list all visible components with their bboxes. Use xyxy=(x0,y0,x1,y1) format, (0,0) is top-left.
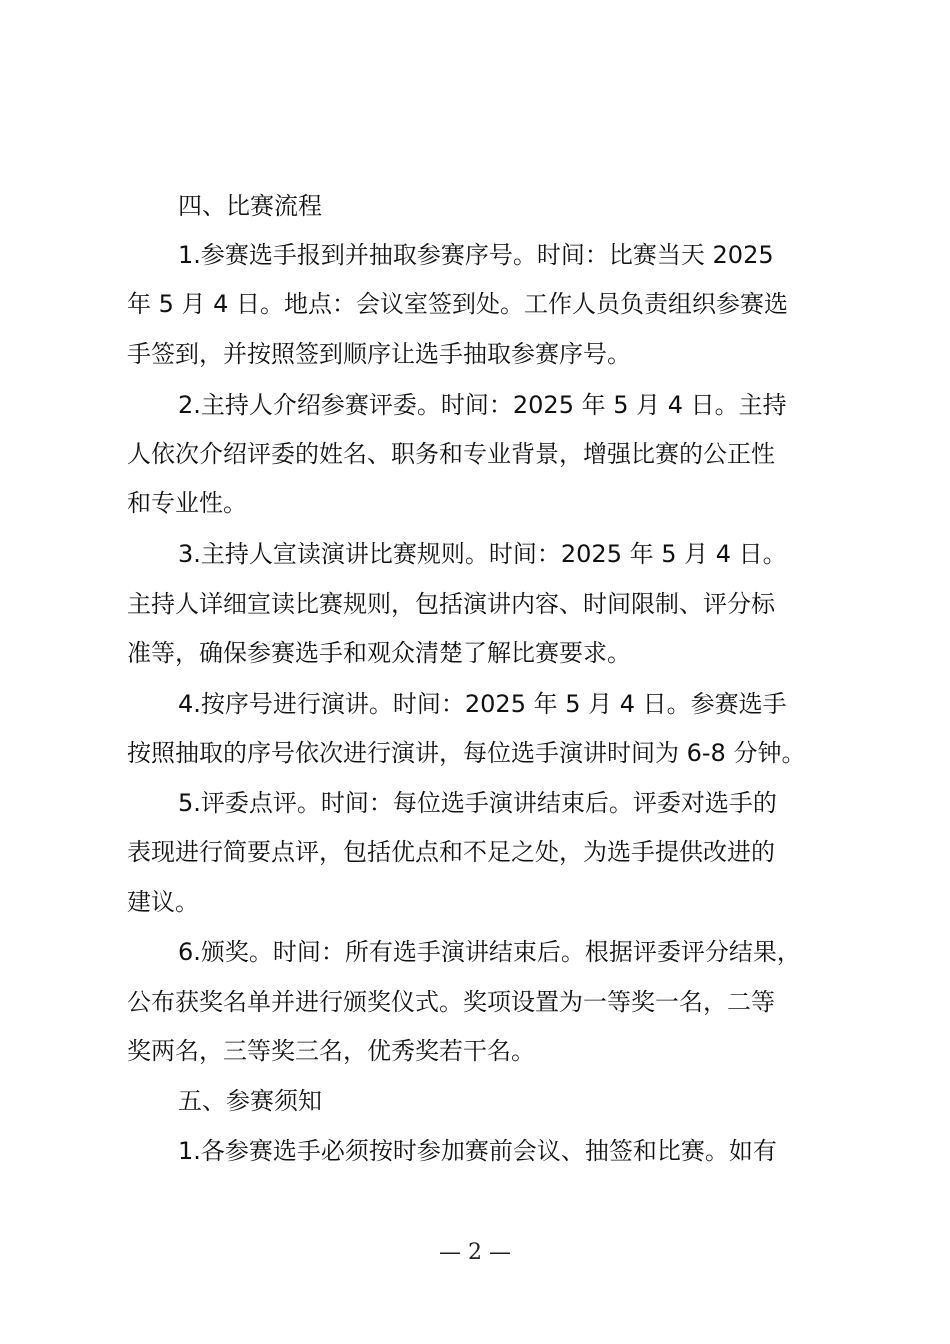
paragraph-line: 6.颁奖。时间：所有选手演讲结束后。根据评委评分结果， xyxy=(178,938,801,966)
paragraph-line: 5.评委点评。时间：每位选手演讲结束后。评委对选手的 xyxy=(178,789,777,817)
paragraph-line: 人依次介绍评委的姓名、职务和专业背景，增强比赛的公正性 xyxy=(127,440,775,468)
paragraph-line: 1.各参赛选手必须按时参加赛前会议、抽签和比赛。如有 xyxy=(178,1137,777,1165)
paragraph-line: 主持人详细宣读比赛规则，包括演讲内容、时间限制、评分标 xyxy=(127,590,775,618)
paragraph-line: 1.参赛选手报到并抽取参赛序号。时间：比赛当天 2025 xyxy=(178,241,774,269)
paragraph-line: 建议。 xyxy=(127,888,199,916)
paragraph-line: 按照抽取的序号依次进行演讲，每位选手演讲时间为 6-8 分钟。 xyxy=(127,739,806,767)
paragraph-line: 4.按序号进行演讲。时间：2025 年 5 月 4 日。参赛选手 xyxy=(178,690,787,718)
paragraph-line: 2.主持人介绍参赛评委。时间：2025 年 5 月 4 日。主持 xyxy=(178,391,787,419)
paragraph-line: 年 5 月 4 日。地点：会议室签到处。工作人员负责组织参赛选 xyxy=(127,290,789,318)
paragraph-line: 和专业性。 xyxy=(127,489,247,517)
paragraph-line: 手签到，并按照签到顺序让选手抽取参赛序号。 xyxy=(127,340,631,368)
paragraph-line: 准等，确保参赛选手和观众清楚了解比赛要求。 xyxy=(127,639,631,667)
section-heading-competition-process: 四、比赛流程 xyxy=(178,192,322,220)
page-number: — 2 — xyxy=(439,1240,511,1265)
paragraph-line: 表现进行简要点评，包括优点和不足之处，为选手提供改进的 xyxy=(127,838,775,866)
section-heading-participant-notes: 五、参赛须知 xyxy=(178,1087,322,1115)
paragraph-line: 公布获奖名单并进行颁奖仪式。奖项设置为一等奖一名，二等 xyxy=(127,988,775,1016)
paragraph-line: 奖两名，三等奖三名，优秀奖若干名。 xyxy=(127,1037,535,1065)
paragraph-line: 3.主持人宣读演讲比赛规则。时间：2025 年 5 月 4 日。 xyxy=(178,540,787,568)
